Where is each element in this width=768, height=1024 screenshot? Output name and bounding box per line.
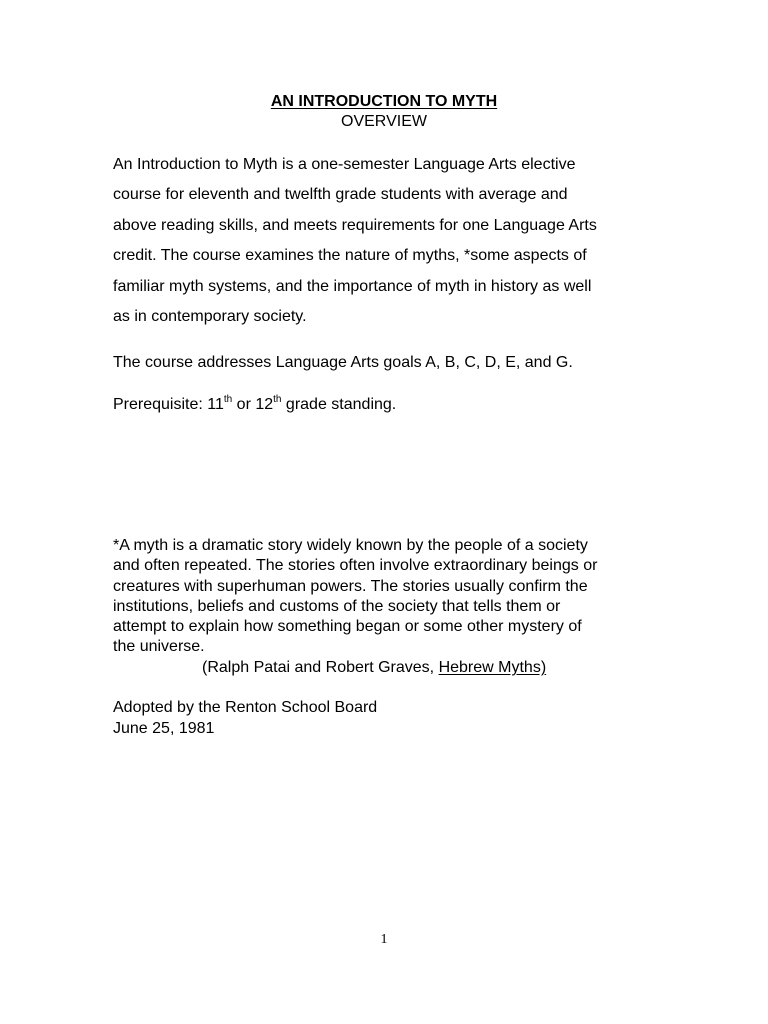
citation [202, 658, 546, 678]
document-subtitle: OVERVIEW [341, 113, 427, 130]
footnote-line: the universe. [113, 638, 205, 656]
citation-authors: (Ralph Patai and Robert Graves, [202, 659, 439, 676]
document-title [0, 92, 768, 111]
footnote-line: institutions, beliefs and customs of the society that tells them or [113, 597, 561, 615]
goals-statement: The course addresses Language Arts goals A, B, C, D, E, and G. [113, 354, 573, 371]
ordinal-suffix: th [223, 394, 233, 405]
intro-line: as in contemporary society. [113, 308, 307, 326]
prerequisite-label: Prerequisite: 11 [113, 396, 224, 413]
intro-line: credit. The course examines the nature of myths, *some aspects of [113, 247, 587, 265]
adoption-board: Adopted by the Renton School Board [113, 699, 378, 716]
footnote-line: creatures with superhuman powers. The stories usually confirm the [113, 577, 588, 595]
footnote-line: *A myth is a dramatic story widely known by the people of a society [113, 537, 588, 554]
citation-book-title: Hebrew Myths) [438, 659, 547, 676]
ordinal-suffix: th [273, 394, 282, 405]
footnote-line: attempt to explain how something began or some other mystery of [113, 618, 582, 636]
prerequisite-middle: or 12 [232, 396, 274, 413]
document-title-text: AN INTRODUCTION TO MYTH [270, 93, 498, 110]
adoption-date: June 25, 1981 [113, 719, 215, 737]
intro-line: above reading skills, and meets requirements for one Language Arts [113, 216, 597, 234]
intro-line: course for eleventh and twelfth grade students with average and [113, 186, 568, 204]
intro-line: familiar myth systems, and the importance of myth in history as well [113, 277, 592, 295]
page-number: 1 [380, 932, 388, 947]
prerequisite-end: grade standing. [281, 396, 397, 413]
prerequisite-statement [113, 395, 396, 415]
myth-definition-footnote [113, 536, 673, 658]
intro-line: An Introduction to Myth is a one-semester Language Arts elective [113, 156, 576, 173]
footnote-line: and often repeated. The stories often involve extraordinary beings or [113, 557, 598, 575]
adoption-note [113, 698, 377, 739]
intro-paragraph [113, 150, 673, 332]
